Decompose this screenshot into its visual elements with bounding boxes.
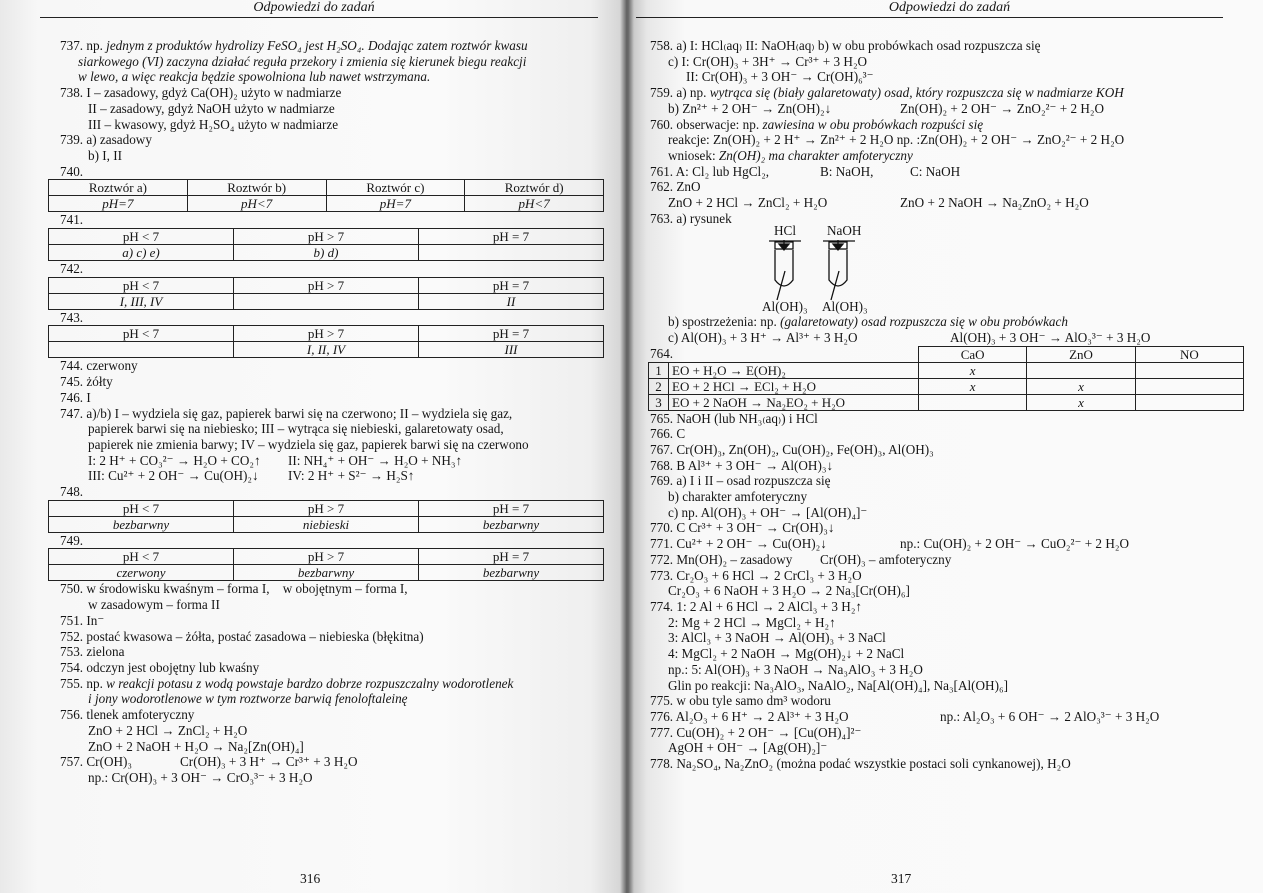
answer-766: 766. C — [650, 426, 686, 442]
answer-743: 743. pH < 7 pH > 7 pH = 7 I, II, IV III — [60, 310, 608, 359]
answer-765: 765. NaOH (lub NH₃₍aq₎) i HCl — [650, 410, 818, 426]
answer-752: 752. postać kwasowa – żółta, postać zasadowa – niebieska (błękitna) — [60, 628, 424, 644]
answer-738: 738. I – zasadowy, gdyż Ca(OH)₂ użyto w nadmiarze II – zasadowy, gdyż NaOH użyto w nadmiarze III – kwasowy, gdyż H₂SO₄ użyto w nadmiarze — [60, 85, 342, 132]
answer-740: 740. Roztwór a) Roztwór b) Roztwór c) Roztwór d) pH=7 pH<7 pH=7 pH<7 — [60, 164, 608, 213]
left-page-header: Odpowiedzi do zadań — [253, 0, 375, 15]
right-page-number: 317 — [891, 871, 912, 887]
right-page-content — [650, 38, 1250, 772]
table-743: pH < 7 pH > 7 pH = 7 I, II, IV III — [48, 325, 604, 358]
left-page-number: 316 — [300, 871, 321, 887]
answer-775: 775. w obu tyle samo dm³ wodoru — [650, 693, 831, 709]
answer-742: 742. pH < 7 pH > 7 pH = 7 I, III, IV II — [60, 261, 608, 310]
answer-774: 774. 1: 2 Al + 6 HCl → 2 AlCl₃ + 3 H₂↑ 2: Mg + 2 HCl → MgCl₂ + H₂↑ 3: AlCl₃ + 3 NaOH → Al(OH)₃ + 3 NaCl 4: MgCl₂ + 2 NaOH → Mg(OH)₂↓ + 2 NaCl np.: 5: Al(OH)₃ + 3 NaOH → Na₃AlO₃ + 3 H₂O Glin po reakcji: Na₃AlO₃, NaAlO₂, Na[Al(OH)₄], Na₃[Al(OH)₆] — [650, 598, 1008, 693]
tube-bottom-label-1: Al(OH)₃ — [762, 299, 808, 315]
answer-755: 755. np. w reakcji potasu z wodą powstaje bardzo dobrze rozpuszczalny wodorotlenek i jony wodorotlenowe w tym roztworze barwią fenoloftaleinę — [60, 675, 514, 707]
answer-756: 756. tlenek amfoteryczny ZnO + 2 HCl → ZnCl₂ + H₂O ZnO + 2 NaOH + H₂O → Na₂[Zn(OH)₄] — [60, 707, 304, 754]
left-page — [0, 0, 628, 893]
answer-745: 745. żółty — [60, 374, 113, 390]
answer-750: 750. w środowisku kwaśnym – forma I, w obojętnym – forma I, w zasadowym – forma II — [60, 581, 408, 613]
answer-749: 749. pH < 7 pH > 7 pH = 7 czerwony bezbarwny bezbarwny — [60, 533, 608, 582]
answer-776: 776. Al₂O₃ + 6 H⁺ → 2 Al³⁺ + 3 H₂O np.: Al₂O₃ + 6 OH⁻ → 2 AlO₃³⁻ + 3 H₂O — [650, 708, 1160, 724]
answer-759: 759. a) np. wytrąca się (biały galaretowaty) osad, który rozpuszcza się w nadmiarze KOH b) Zn²⁺ + 2 OH⁻ → Zn(OH)₂↓ Zn(OH)₂ + 2 OH⁻ → ZnO₂²⁻ + 2 H₂O — [650, 85, 1124, 116]
answer-772: 772. Mn(OH)₂ – zasadowy Cr(OH)₃ – amfoteryczny — [650, 551, 952, 567]
answer-751: 751. In⁻ — [60, 612, 105, 628]
answer-758: 758. a) I: HCl₍aq₎ II: NaOH₍aq₎ b) w obu probówkach osad rozpuszcza się c) I: Cr(OH)₃ + 3H⁺ → Cr³⁺ + 3 H₂O II: Cr(OH)₃ + 3 OH⁻ → Cr(OH)₆³⁻ — [650, 38, 1041, 85]
header-rule — [40, 17, 598, 18]
answer-746: 746. I — [60, 389, 91, 405]
left-page-content — [60, 38, 608, 786]
header-rule — [636, 17, 1223, 18]
book-gutter-shadow — [620, 0, 634, 893]
answer-764: 764. CaO ZnO NO 1 EO + H₂O → E(OH)₂ x 2 EO + 2 HCl → ECl₂ + H₂O x x 3 EO + 2 NaOH → Na₂EO₂ + H₂O x — [650, 346, 1250, 411]
answer-771: 771. Cu²⁺ + 2 OH⁻ → Cu(OH)₂↓ np.: Cu(OH)₂ + 2 OH⁻ → CuO₂²⁻ + 2 H₂O — [650, 536, 1129, 552]
answer-770: 770. C Cr³⁺ + 3 OH⁻ → Cr(OH)₃↓ — [650, 520, 835, 536]
answer-757: 757. Cr(OH)₃ Cr(OH)₃ + 3 H⁺ → Cr³⁺ + 3 H₂O np.: Cr(OH)₃ + 3 OH⁻ → CrO₃³⁻ + 3 H₂O — [60, 754, 358, 785]
answer-762: 762. ZnO ZnO + 2 HCl → ZnCl₂ + H₂O ZnO + 2 NaOH → Na₂ZnO₂ + H₂O — [650, 179, 1089, 211]
tube-label-naoh: NaOH — [827, 223, 862, 239]
table-749: pH < 7 pH > 7 pH = 7 czerwony bezbarwny bezbarwny — [48, 548, 604, 581]
tube-bottom-label-2: Al(OH)₃ — [822, 299, 868, 315]
answer-748: 748. pH < 7 pH > 7 pH = 7 bezbarwny niebieski bezbarwny — [60, 484, 608, 533]
answer-737: 737. np. jednym z produktów hydrolizy FeSO₄ jest H₂SO₄. Dodając zatem roztwór kwasu siarkowego (VI) zaczyna działać reguła przekory i zmienia się kierunek biegu reakcji w lewo, a więc reakcja będzie spowolniona lub nawet wstrzymana. — [60, 38, 528, 85]
answer-760: 760. obserwacje: np. zawiesina w obu probówkach rozpuści się reakcje: Zn(OH)₂ + 2 H⁺ → Zn²⁺ + 2 H₂O np. :Zn(OH)₂ + 2 OH⁻ → ZnO₂²⁻ + 2 H₂O wniosek: Zn(OH)₂ ma charakter amfoteryczny — [650, 116, 1125, 163]
table-764-header: CaO ZnO NO — [918, 346, 1244, 363]
answer-753: 753. zielona — [60, 644, 125, 660]
answer-754: 754. odczyn jest obojętny lub kwaśny — [60, 659, 260, 675]
answer-777: 777. Cu(OH)₂ + 2 OH⁻ → [Cu(OH)₄]²⁻ AgOH + OH⁻ → [Ag(OH)₂]⁻ — [650, 724, 862, 756]
right-page — [628, 0, 1263, 893]
tube-label-hcl: HCl — [774, 223, 796, 239]
answer-763: 763. a) rysunek HCl NaOH Al(OH)₃ Al(OH)₃ b) spostrzeżenia: np. (galaretowaty) osad rozpuszcza się w obu probówkach c) Al(OH)₃ + 3 H⁺ → Al³⁺ + 3 H₂O Al(OH)₃ + 3 OH⁻ → AlO₃³⁻ + 3 H₂O — [650, 211, 1250, 346]
table-748: pH < 7 pH > 7 pH = 7 bezbarwny niebieski bezbarwny — [48, 500, 604, 533]
answer-739: 739. a) zasadowy b) I, II — [60, 132, 152, 163]
table-764: 1 EO + H₂O → E(OH)₂ x 2 EO + 2 HCl → ECl₂ + H₂O x x 3 EO + 2 NaOH → Na₂EO₂ + H₂O x — [648, 362, 1244, 411]
table-740: Roztwór a) Roztwór b) Roztwór c) Roztwór d) pH=7 pH<7 pH=7 pH<7 — [48, 179, 604, 212]
table-741: pH < 7 pH > 7 pH = 7 a) c) e) b) d) — [48, 228, 604, 261]
right-page-header: Odpowiedzi do zadań — [888, 0, 1011, 15]
table-742: pH < 7 pH > 7 pH = 7 I, III, IV II — [48, 277, 604, 310]
answer-761: 761. A: Cl₂ lub HgCl₂, B: NaOH, C: NaOH — [650, 163, 961, 179]
answer-744: 744. czerwony — [60, 358, 138, 374]
answer-768: 768. B Al³⁺ + 3 OH⁻ → Al(OH)₃↓ — [650, 457, 834, 473]
test-tubes-drawing — [650, 223, 1250, 315]
answer-767: 767. Cr(OH)₃, Zn(OH)₂, Cu(OH)₂, Fe(OH)₃, Al(OH)₃ — [650, 441, 934, 457]
answer-773: 773. Cr₂O₃ + 6 HCl → 2 CrCl₃ + 3 H₂O Cr₂O₃ + 6 NaOH + 3 H₂O → 2 Na₃[Cr(OH)₆] — [650, 567, 910, 599]
answer-747: 747. a)/b) I – wydziela się gaz, papierek barwi się na czerwono; II – wydziela się gaz, papierek barwi się na niebiesko; III – wytrąca się niebieski, galaretowaty osad, papierek nie zmienia barwy; IV – wydziela się gaz, papierek barwi się na czerwono I: 2 H⁺ + CO₃²⁻ → H₂O + CO₂↑ II: NH₄⁺ + OH⁻ → H₂O + NH₃↑ III: Cu²⁺ + 2 OH⁻ → Cu(OH)₂↓ IV: 2 H⁺ + S²⁻ → H₂S↑ — [60, 405, 529, 484]
answer-769: 769. a) I i II – osad rozpuszcza się b) charakter amfoteryczny c) np. Al(OH)₃ + OH⁻ → [Al(OH)₄]⁻ — [650, 473, 868, 520]
answer-741: 741. pH < 7 pH > 7 pH = 7 a) c) e) b) d) — [60, 212, 608, 261]
answer-778: 778. Na₂SO₄, Na₂ZnO₂ (można podać wszystkie postaci soli cynkanowej), H₂O — [650, 756, 1071, 772]
